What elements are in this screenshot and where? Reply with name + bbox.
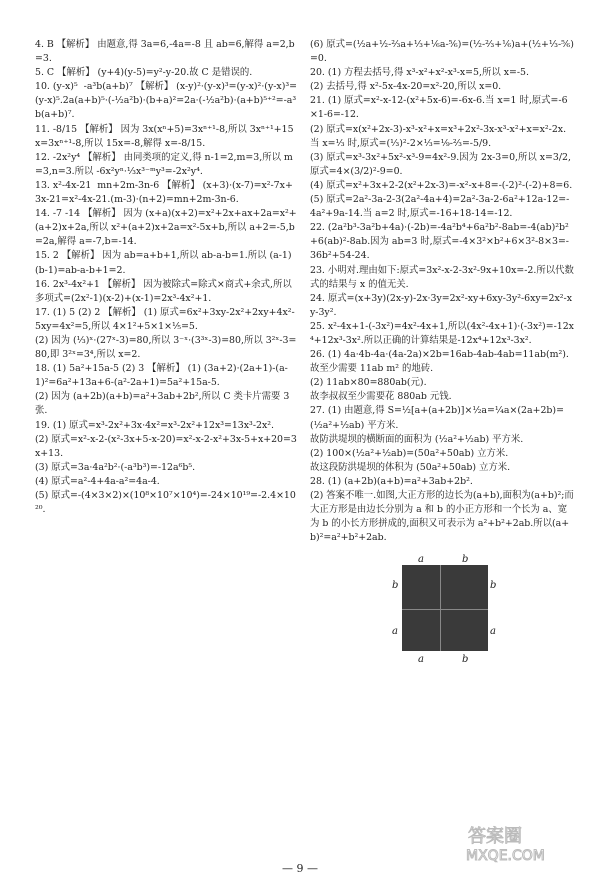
left-answer-block: 15. 2 【解析】 因为 ab=a+b+1,所以 ab-a-b=1.所以 (a-1)(b-1)=ab-a-b+1=2. [35, 250, 292, 276]
right-answer-block: (2) 100×(½a²+½ab)=(50a²+50ab) 立方米. [310, 447, 509, 459]
left-answer-block: 4. B 【解析】 由题意,得 3a=6,-4a=-8 且 ab=6,解得 a=2,b=3. [35, 39, 295, 65]
left-answer-block: 10. (y-x)⁵ -a³b(a+b)⁷ 【解析】 (x-y)²·(y-x)³=(y-x)²·(y-x)³=(y-x)⁵.2a(a+b)⁵·(-½a²b)·(b+a)²=2a·(-½a²b)·(a+b)⁵⁺²=-a³b(a+b)⁷. [35, 81, 297, 121]
right-answer-block: (2) 原式=x(x²+2x-3)-x³-x²+x=x³+2x²-3x-x³-x²+x=x²-2x.当 x=⅓ 时,原式=(⅓)²-2×⅓=⅑-⅔=-5/9. [310, 123, 567, 149]
right-answer-block: 26. (1) 4a·4b-4a·(4a-2a)×2b=16ab-4ab-4ab=11ab(m²). [310, 349, 569, 361]
right-answer-block: 24. 原式=(x+3y)(2x-y)-2x·3y=2x²-xy+6xy-3y²-6xy=2x²-xy-3y². [310, 292, 572, 318]
label-top-a: a [418, 554, 424, 566]
left-answer-block: 18. (1) 5a²+15a-5 (2) 3 【解析】 (1) (3a+2)·(2a+1)-(a-1)²=6a²+13a+6-(a²-2a+1)=5a²+15a-5. [35, 363, 288, 389]
svg-text:MXQE.COM: MXQE.COM [466, 848, 545, 864]
label-top-b: b [462, 554, 469, 566]
left-column [35, 38, 297, 517]
left-answer-block: 14. -7 -14 【解析】 因为 (x+a)(x+2)=x²+2x+ax+2a=x²+(a+2)x+2a,所以 x²+(a+2)x+2a=x²-5x+b,所以 a+2=-5,b=2a,解得 a=-7,b=-14. [35, 208, 297, 248]
right-answer-block: (2) 去括号,得 x²-5x-4x-20=x²-20,所以 x=0. [310, 81, 502, 93]
right-answer-block: (6) 原式=(½a+½-⅔a+⅓+⅙a-⅚)=(½-⅔+⅙)a+(½+⅓-⅚)=0. [310, 39, 574, 65]
big-square [402, 565, 488, 651]
left-answer-block: (2) 因为 (⅓)ˣ·(27ˣ-3)=80,所以 3⁻ˣ·(3³ˣ-3)=80,所以 3²ˣ-3=80,即 3²ˣ=3⁴,所以 x=2. [35, 334, 297, 361]
right-answer-block: 27. (1) 由题意,得 S=½[a+(a+2b)]×½a=¼a×(2a+2b)=(½a²+½ab) 平方米. [310, 405, 564, 431]
right-answer-block: 20. (1) 方程去括号,得 x³-x²+x²-x³-x=5,所以 x=-5. [310, 67, 529, 79]
right-answer-block: 21. (1) 原式=x²-x-12-(x²+5x-6)=-6x-6.当 x=1 时,原式=-6×1-6=-12. [310, 95, 568, 121]
right-column [310, 38, 574, 673]
right-answer-block: (5) 原式=2a²-3a-2-3(2a²-4a+4)=2a²-3a-2-6a²+12a-12=-4a²+9a-14.当 a=2 时,原式=-16+18-14=-12. [310, 194, 570, 220]
grid-line-vertical [440, 565, 441, 651]
left-answer-block: (4) 原式=a²-4+4a-a²=4a-4. [35, 475, 160, 487]
page-number: — 9 — [282, 862, 318, 875]
label-right-b: b [490, 580, 497, 592]
svg-text:答案圈: 答案圈 [468, 826, 522, 847]
left-answer-block: 17. (1) 5 (2) 2 【解析】 (1) 原式=6x²+3xy-2x²+2xy+4x²-5xy=4x²=5,所以 4×1²+5×1×⅕=5. [35, 306, 295, 332]
grid-line-horizontal [402, 609, 488, 610]
left-answer-block: (5) 原式=-(4×3×2)×(10⁸×10⁷×10⁴)=-24×10¹⁹=-2.4×10²⁰. [35, 490, 296, 516]
left-answer-block: (2) 原式=x²-x-2-(x²-3x+5-x-20)=x²-x-2-x²+3x-5+x+20=3x+13. [35, 433, 297, 459]
right-answer-block: 故防洪堤坝的横断面的面积为 (½a²+½ab) 平方米. [310, 433, 524, 445]
right-answer-block: (2) 11ab×80=880ab(元). [310, 377, 427, 389]
left-answer-block: 19. (1) 原式=x³-2x²+3x·4x²=x³-2x²+12x³=13x³-2x². [35, 419, 274, 431]
left-answer-block: 13. x²-4x-21 mn+2m-3n-6 【解析】 (x+3)·(x-7)=x²-7x+3x-21=x²-4x-21.(m-3)·(n+2)=mn+2m-3n-6. [35, 179, 293, 206]
right-answer-block: 故至少需要 11ab m² 的地砖. [310, 363, 434, 375]
label-left-b: b [392, 580, 399, 592]
right-answer-block: 22. (2a²b³-3a²b+4a)·(-2b)=-4a²b⁴+6a²b²-8ab=-4(ab)²b²+6(ab)²-8ab.因为 ab=3 时,原式=-4×3²×b²+6×3²-8×3=-36b²+54-24. [310, 222, 569, 262]
label-left-a: a [392, 626, 398, 638]
label-bottom-b: b [462, 654, 469, 666]
left-answer-block: (2) 因为 (a+2b)(a+b)=a²+3ab+2b²,所以 C 类卡片需要 3 张. [35, 391, 293, 417]
label-right-a: a [490, 626, 496, 638]
left-answer-block: 11. -8/15 【解析】 因为 3x(xⁿ+5)=3xⁿ⁺¹-8,所以 3xⁿ⁺¹+15x=3xⁿ⁺¹-8,所以 15x=-8,解得 x=-8/15. [35, 123, 294, 149]
label-bottom-a: a [418, 654, 424, 666]
right-answer-block: (4) 原式=x²+3x+2-2(x²+2x-3)=-x²-x+8=-(-2)²-(-2)+8=6. [310, 179, 573, 191]
right-answer-block: 25. x²-4x+1-(-3x²)=4x²-4x+1,所以(4x²-4x+1)·(-3x²)=-12x⁴+12x³-3x².所以正确的计算结果是-12x⁴+12x³-3x². [310, 320, 574, 346]
left-answer-block: (3) 原式=3a·4a²b²·(-a³b³)=-12a⁶b⁵. [35, 461, 196, 473]
right-answer-block: 28. (1) (a+2b)(a+b)=a²+3ab+2b². [310, 475, 473, 487]
left-answer-block: 12. -2x²y⁴ 【解析】 由同类项的定义,得 n-1=2,m=3,所以 m=3,n=3.所以 -6x²yⁿ·⅓x³⁻ᵐy³=-2x²y⁴. [35, 151, 293, 177]
left-answer-block: 16. 2x³-4x²+1 【解析】 因为被除式=除式×商式+余式,所以多项式=(2x²-1)(x-2)+(x-1)=2x³-4x²+1. [35, 278, 292, 304]
right-answer-block: (3) 原式=x³-3x²+5x²-x³-9=4x²-9.因为 2x-3=0,所以 x=3/2,原式=4×(3/2)²-9=0. [310, 151, 571, 177]
square-figure [390, 553, 500, 673]
left-answer-block: 5. C 【解析】 (y+4)(y-5)=y²-y-20.故 C 是错误的. [35, 67, 253, 79]
right-answer-block: 23. 小明对.理由如下:原式=3x²-x-2-3x²-9x+10x=-2.所以代数式的结果与 x 的值无关. [310, 264, 574, 290]
right-answer-block: 故这段防洪堤坝的体积为 (50a²+50ab) 立方米. [310, 461, 511, 473]
watermark-logo [460, 820, 580, 864]
right-answer-block: (2) 答案不唯一.如图,大正方形的边长为(a+b),面积为(a+b)²;而大正方形是由边长分别为 a 和 b 的小正方形和一个长为 a、宽为 b 的小长方形拼成的,面积又可表示为 a²+b²+2ab.所以(a+b)²=a²+b²+2ab. [310, 490, 574, 544]
right-answer-block: 故李叔叔至少需要花 880ab 元钱. [310, 391, 452, 403]
